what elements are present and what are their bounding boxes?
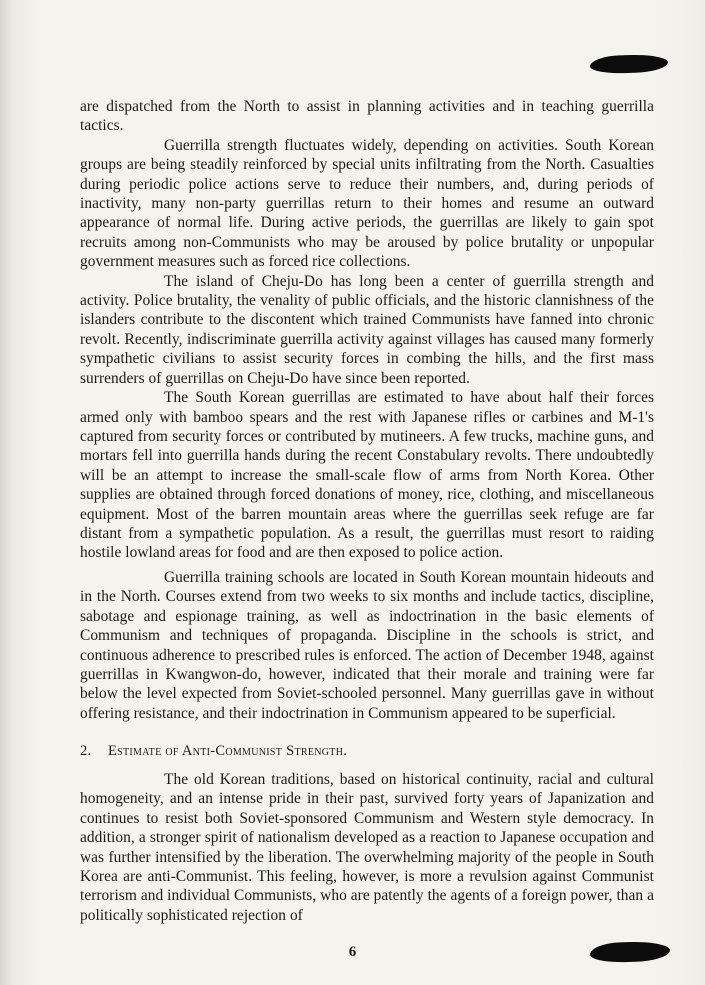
redaction-mark-top [590,54,669,75]
paragraph-continuation: are dispatched from the North to assist in planning activities and in teaching guerrilla tactics. [80,98,654,135]
section-title: Estimate of Anti-Communist Strength. [108,743,348,759]
paragraph-anti-communist-estimate: The old Korean traditions, based on historical continuity, racial and cultural homogeneity, and an intense pride in their past, survived forty years of Japanization and continues to resist both Soviet-sponsored Communism and Western style democracy. In addition, a stronger spirit of nationalism developed as a reaction to Japanese occupation and was further intensified by the liberation. The overwhelming majority of the people in South Korea are anti-Communist. This feeling, however, is more a revulsion against Communist terrorism and individual Communists, who are patently the agents of a foreign power, than a politically sophisticated rejection of [80,771,654,924]
body-text-estimate [80,770,654,925]
paragraph-armament: The South Korean guerrillas are estimated to have about half their forces armed only with bamboo spears and the rest with Japanese rifles or carbines and M-1's captured from security forces or contributed by mutineers. A few trucks, machine guns, and mortars fell into guerrilla hands during the recent Constabulary revolts. There undoubtedly will be an attempt to increase the small-scale flow of arms from North Korea. Other supplies are obtained through forced donations of money, rice, clothing, and miscellaneous equipment. Most of the barren mountain areas where the guerrillas seek refuge are far distant from a sympathetic population. As a result, the guerrillas must resort to raiding hostile lowland areas for food and are then exposed to police action. [80,389,654,562]
page-number: 6 [348,944,357,960]
body-text-training [80,568,654,723]
section-heading [80,743,347,760]
body-text-top [80,97,654,563]
paragraph-guerrilla-strength: Guerrilla strength fluctuates widely, depending on activities. South Korean groups are being steadily reinforced by special units infiltrating from the North. Casualties during periodic police actions serve to reduce their numbers, and, during periods of inactivity, many non-party guerrillas return to their homes and resume an outward appearance of normal life. During active periods, the guerrillas are likely to gain spot recruits among non-Communists who may be aroused by police brutality or unpopular government measures such as forced rice collections. [80,136,654,271]
paragraph-cheju-do: The island of Cheju-Do has long been a center of guerrilla strength and activity. Police brutality, the venality of public officials, and the historic clannishness of the islanders contribute to the discontent which trained Communists have fanned into chronic revolt. Recently, indiscriminate guerrilla activity against villages has caused many formerly sympathetic civilians to assist security forces in combing the hills, and the first mass surrenders of guerrillas on Cheju-Do have since been reported. [80,272,654,387]
section-number: 2. [80,743,92,759]
paragraph-training-schools: Guerrilla training schools are located in South Korean mountain hideouts and in the North. Courses extend from two weeks to six months and include tactics, discipline, sabotage and espionage training, as well as indoctrination in the basic elements of Communism and techniques of propaganda. Discipline in the schools is strict, and continuous adherence to prescribed rules is enforced. The action of December 1948, against guerrillas in Kwangwon-do, however, indicated that their morale and training were far below the level expected from Soviet-schooled personnel. Many guerrillas gave in without offering resistance, and their indoctrination in Communism appeared to be superficial. [80,569,654,722]
